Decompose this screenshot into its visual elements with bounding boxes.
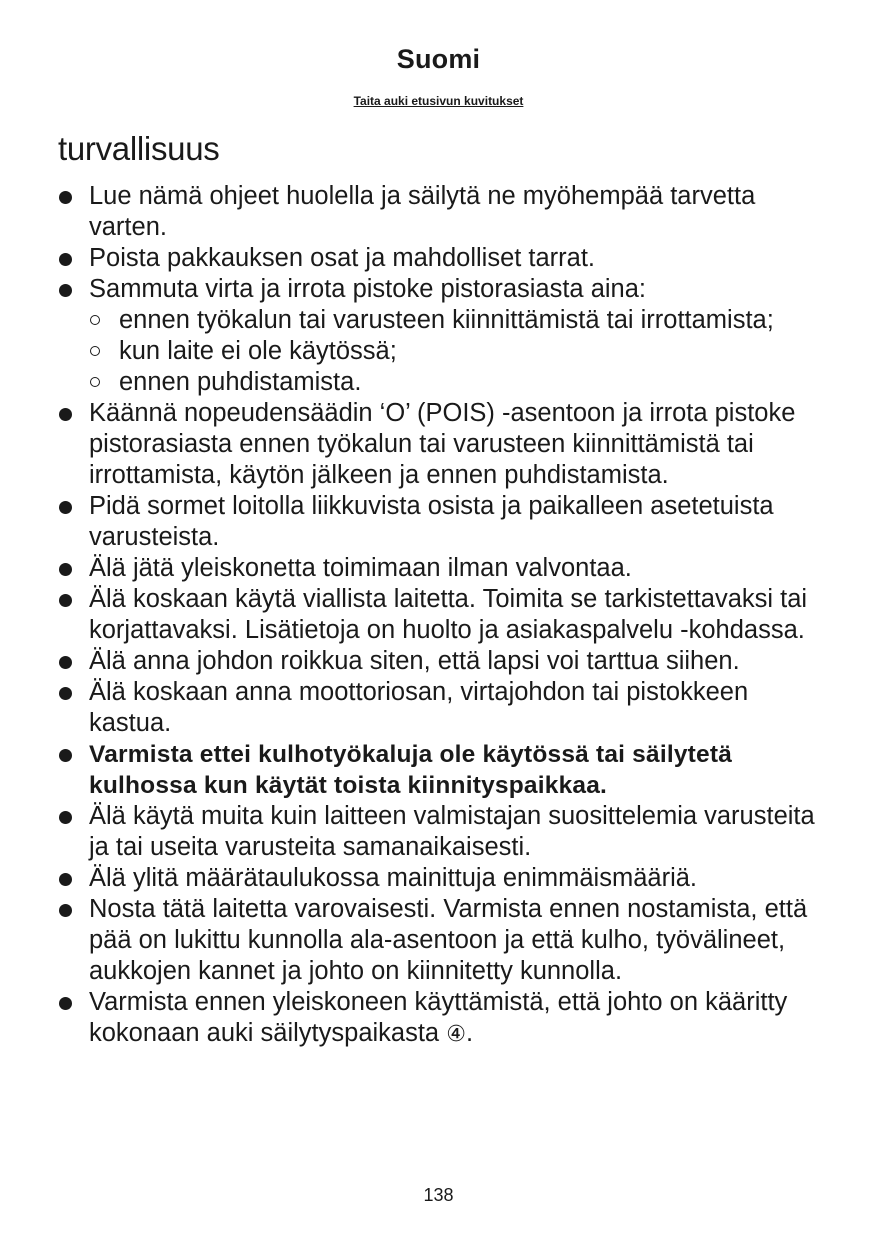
safety-rule	[56, 863, 826, 894]
safety-rule-text: Älä ylitä määrätaulukossa mainittuja enimmäismääriä.	[89, 864, 698, 892]
bullet-icon	[59, 873, 72, 886]
bullet-icon	[59, 749, 72, 762]
safety-rule-emphasized	[56, 739, 826, 801]
safety-rule-text: Älä anna johdon roikkua siten, että lapsi voi tarttua siihen.	[89, 647, 740, 675]
safety-subrule-text: ennen työkalun tai varusteen kiinnittämistä tai irrottamista;	[119, 306, 774, 334]
safety-rule	[56, 491, 826, 553]
safety-rule-text: Älä jätä yleiskonetta toimimaan ilman valvontaa.	[89, 554, 632, 582]
bullet-icon	[59, 904, 72, 917]
safety-rule	[56, 987, 826, 1049]
safety-rule	[56, 181, 826, 243]
safety-rule	[56, 584, 826, 646]
safety-rule-text: Pidä sormet loitolla liikkuvista osista ja paikalleen asetetuista varusteista.	[89, 492, 774, 551]
safety-rule	[56, 894, 826, 987]
safety-subrules-list	[89, 305, 826, 398]
page-number: 138	[423, 1185, 454, 1205]
safety-rule-text: Poista pakkauksen osat ja mahdolliset tarrat.	[89, 244, 596, 272]
bullet-icon	[59, 997, 72, 1010]
safety-rule	[56, 677, 826, 739]
bullet-icon	[59, 191, 72, 204]
safety-subrule-text: ennen puhdistamista.	[119, 368, 362, 396]
safety-rule	[56, 801, 826, 863]
bullet-icon	[59, 284, 72, 297]
bullet-icon	[59, 253, 72, 266]
bullet-icon	[59, 408, 72, 421]
circle-bullet-icon	[90, 346, 100, 356]
safety-rule	[56, 243, 826, 274]
bullet-icon	[59, 687, 72, 700]
safety-rules-list	[56, 181, 826, 1049]
safety-rule-text: Nosta tätä laitetta varovaisesti. Varmista ennen nostamista, että pää on lukittu kunnolla ala-asentoon ja että kulho, työvälineet, aukkojen kannet ja johto on kiinnitetty kunnolla.	[89, 895, 808, 985]
bullet-icon	[59, 501, 72, 514]
safety-subrule	[89, 336, 826, 367]
safety-rule-text: Älä koskaan käytä viallista laitetta. Toimita se tarkistettavaksi tai korjattavaksi. Lisätietoja on huolto ja asiakaspalvelu -kohdassa.	[89, 585, 808, 644]
bullet-icon	[59, 594, 72, 607]
safety-subrule	[89, 367, 826, 398]
safety-rule	[56, 553, 826, 584]
safety-rule-text: Käännä nopeudensäädin ‘O’ (POIS) -asentoon ja irrota pistoke pistorasiasta ennen työkalun tai varusteen kiinnittämistä tai irrottamista, käytön jälkeen ja ennen puhdistamista.	[89, 399, 796, 489]
fold-out-illustrations-note: Taita auki etusivun kuvitukset	[353, 94, 524, 108]
safety-rule	[56, 646, 826, 677]
section-title: turvallisuus	[58, 130, 220, 167]
safety-rule-text: Älä käytä muita kuin laitteen valmistajan suosittelemia varusteita ja tai useita varusteita samanaikaisesti.	[89, 802, 815, 861]
bullet-icon	[59, 811, 72, 824]
bullet-icon	[59, 656, 72, 669]
safety-rule-text: Sammuta virta ja irrota pistoke pistorasiasta aina:	[89, 275, 646, 303]
safety-subrule	[89, 305, 826, 336]
safety-rule	[56, 274, 826, 398]
safety-rule-text: Varmista ettei kulhotyökaluja ole käytössä tai säilytetä kulhossa kun käytät toista kiinnityspaikkaa.	[89, 741, 733, 799]
figure-reference: ④	[446, 1021, 466, 1046]
safety-rule	[56, 398, 826, 491]
circle-bullet-icon	[90, 315, 100, 325]
safety-subrule-text: kun laite ei ole käytössä;	[119, 337, 397, 365]
safety-rule-text: Varmista ennen yleiskoneen käyttämistä, että johto on kääritty kokonaan auki säilytyspaikasta	[89, 988, 788, 1047]
bullet-icon	[59, 563, 72, 576]
page-language-heading: Suomi	[396, 44, 481, 74]
figure-reference-suffix: .	[465, 1019, 474, 1047]
safety-rule-text: Älä koskaan anna moottoriosan, virtajohdon tai pistokkeen kastua.	[89, 678, 749, 737]
safety-rule-text: Lue nämä ohjeet huolella ja säilytä ne myöhempää tarvetta varten.	[89, 182, 756, 241]
circle-bullet-icon	[90, 377, 100, 387]
